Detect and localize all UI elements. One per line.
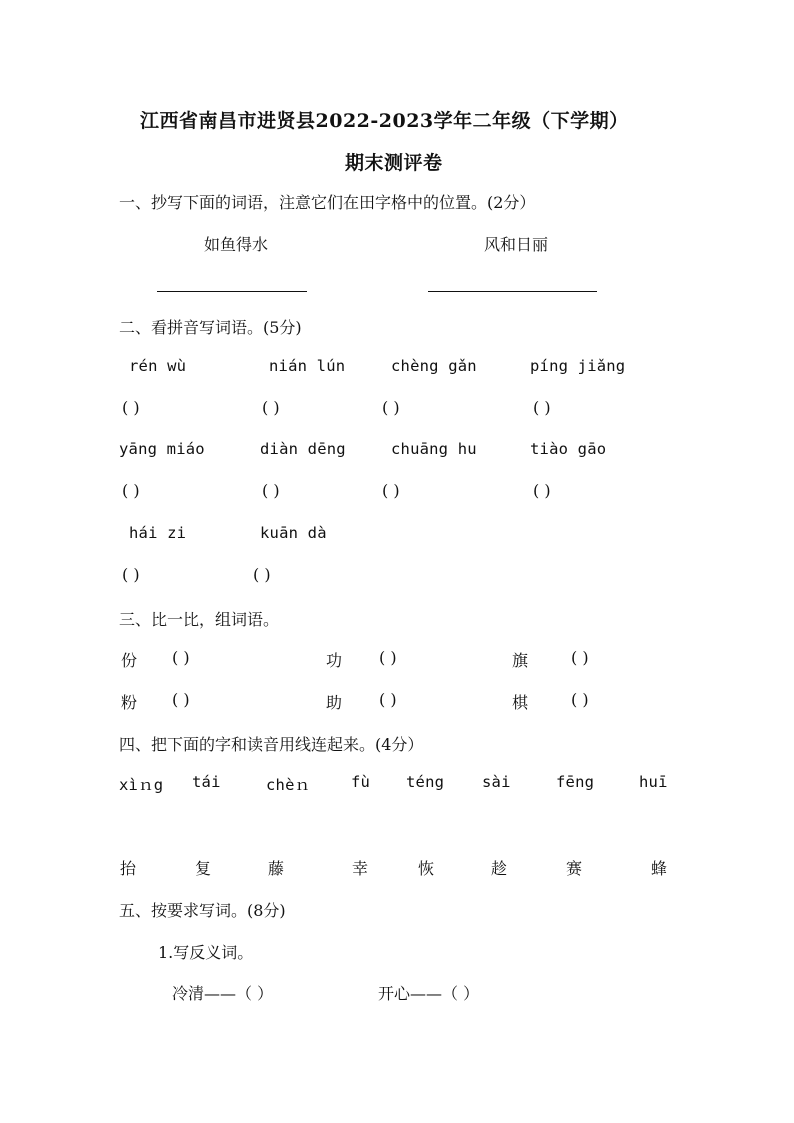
match-char[interactable]: 抬 (120, 859, 137, 878)
compare-char: 份 (121, 651, 138, 670)
title-line-2: 期末测评卷 (345, 152, 443, 174)
pinyin-item: hái zi (129, 524, 187, 542)
answer-parens[interactable]: ( ) (253, 565, 271, 584)
pinyin-item: tiào gāo (530, 440, 607, 458)
answer-parens[interactable]: ( ) (382, 398, 400, 417)
match-pinyin[interactable]: xìｎg (119, 776, 164, 794)
pinyin-item: chèng gǎn (391, 357, 477, 375)
title-line-1: 江西省南昌市进贤县2022-2023学年二年级（下学期） (140, 110, 629, 132)
section-1-heading: 一、抄写下面的词语，注意它们在田字格中的位置。(2分） (119, 193, 536, 212)
antonym-item-2[interactable]: 开心——（ ） (378, 984, 480, 1003)
match-pinyin[interactable]: fù (351, 773, 371, 791)
answer-parens[interactable]: ( ) (379, 648, 397, 667)
match-pinyin[interactable]: chèｎ (266, 776, 311, 794)
answer-parens[interactable]: ( ) (262, 398, 280, 417)
compare-char: 助 (326, 693, 343, 712)
pinyin-item: yāng miáo (119, 440, 205, 458)
answer-parens[interactable]: ( ) (122, 481, 140, 500)
answer-parens[interactable]: ( ) (382, 481, 400, 500)
compare-char: 粉 (121, 693, 138, 712)
match-char[interactable]: 复 (195, 859, 212, 878)
match-char[interactable]: 藤 (268, 859, 285, 878)
pinyin-item: chuāng hu (391, 440, 477, 458)
match-char[interactable]: 趁 (491, 859, 508, 878)
answer-parens[interactable]: ( ) (172, 690, 190, 709)
answer-line-2[interactable] (428, 291, 597, 292)
pinyin-item: kuān dà (260, 524, 327, 542)
answer-parens[interactable]: ( ) (379, 690, 397, 709)
pinyin-item: rén wù (129, 357, 187, 375)
match-pinyin[interactable]: tái (192, 773, 221, 791)
match-pinyin[interactable]: huī (639, 773, 668, 791)
answer-parens[interactable]: ( ) (122, 398, 140, 417)
answer-parens[interactable]: ( ) (172, 648, 190, 667)
pinyin-item: píng jiǎng (530, 357, 626, 375)
pinyin-item: diàn dēng (260, 440, 346, 458)
compare-char: 旗 (512, 651, 529, 670)
section-4-heading: 四、把下面的字和读音用线连起来。(4分） (119, 735, 424, 754)
antonym-item-1[interactable]: 冷清——（ ） (172, 984, 274, 1003)
answer-parens[interactable]: ( ) (262, 481, 280, 500)
section-5-heading: 五、按要求写词。(8分) (119, 901, 286, 920)
match-char[interactable]: 赛 (566, 859, 583, 878)
match-pinyin[interactable]: téng (406, 773, 445, 791)
compare-char: 功 (326, 651, 343, 670)
answer-parens[interactable]: ( ) (533, 398, 551, 417)
match-pinyin[interactable]: sài (482, 773, 511, 791)
copy-word-1: 如鱼得水 (204, 235, 269, 254)
match-char[interactable]: 幸 (352, 859, 369, 878)
answer-parens[interactable]: ( ) (571, 690, 589, 709)
copy-word-2: 风和日丽 (484, 235, 549, 254)
answer-parens[interactable]: ( ) (122, 565, 140, 584)
section-3-heading: 三、比一比，组词语。 (119, 610, 280, 629)
answer-parens[interactable]: ( ) (571, 648, 589, 667)
match-char[interactable]: 恢 (418, 859, 435, 878)
section-2-heading: 二、看拼音写词语。(5分) (119, 318, 302, 337)
subsection-1-heading: 1.写反义词。 (158, 943, 254, 962)
answer-parens[interactable]: ( ) (533, 481, 551, 500)
pinyin-item: nián lún (269, 357, 346, 375)
compare-char: 棋 (512, 693, 529, 712)
match-char[interactable]: 蜂 (651, 859, 668, 878)
match-pinyin[interactable]: fēng (556, 773, 595, 791)
answer-line-1[interactable] (157, 291, 307, 292)
